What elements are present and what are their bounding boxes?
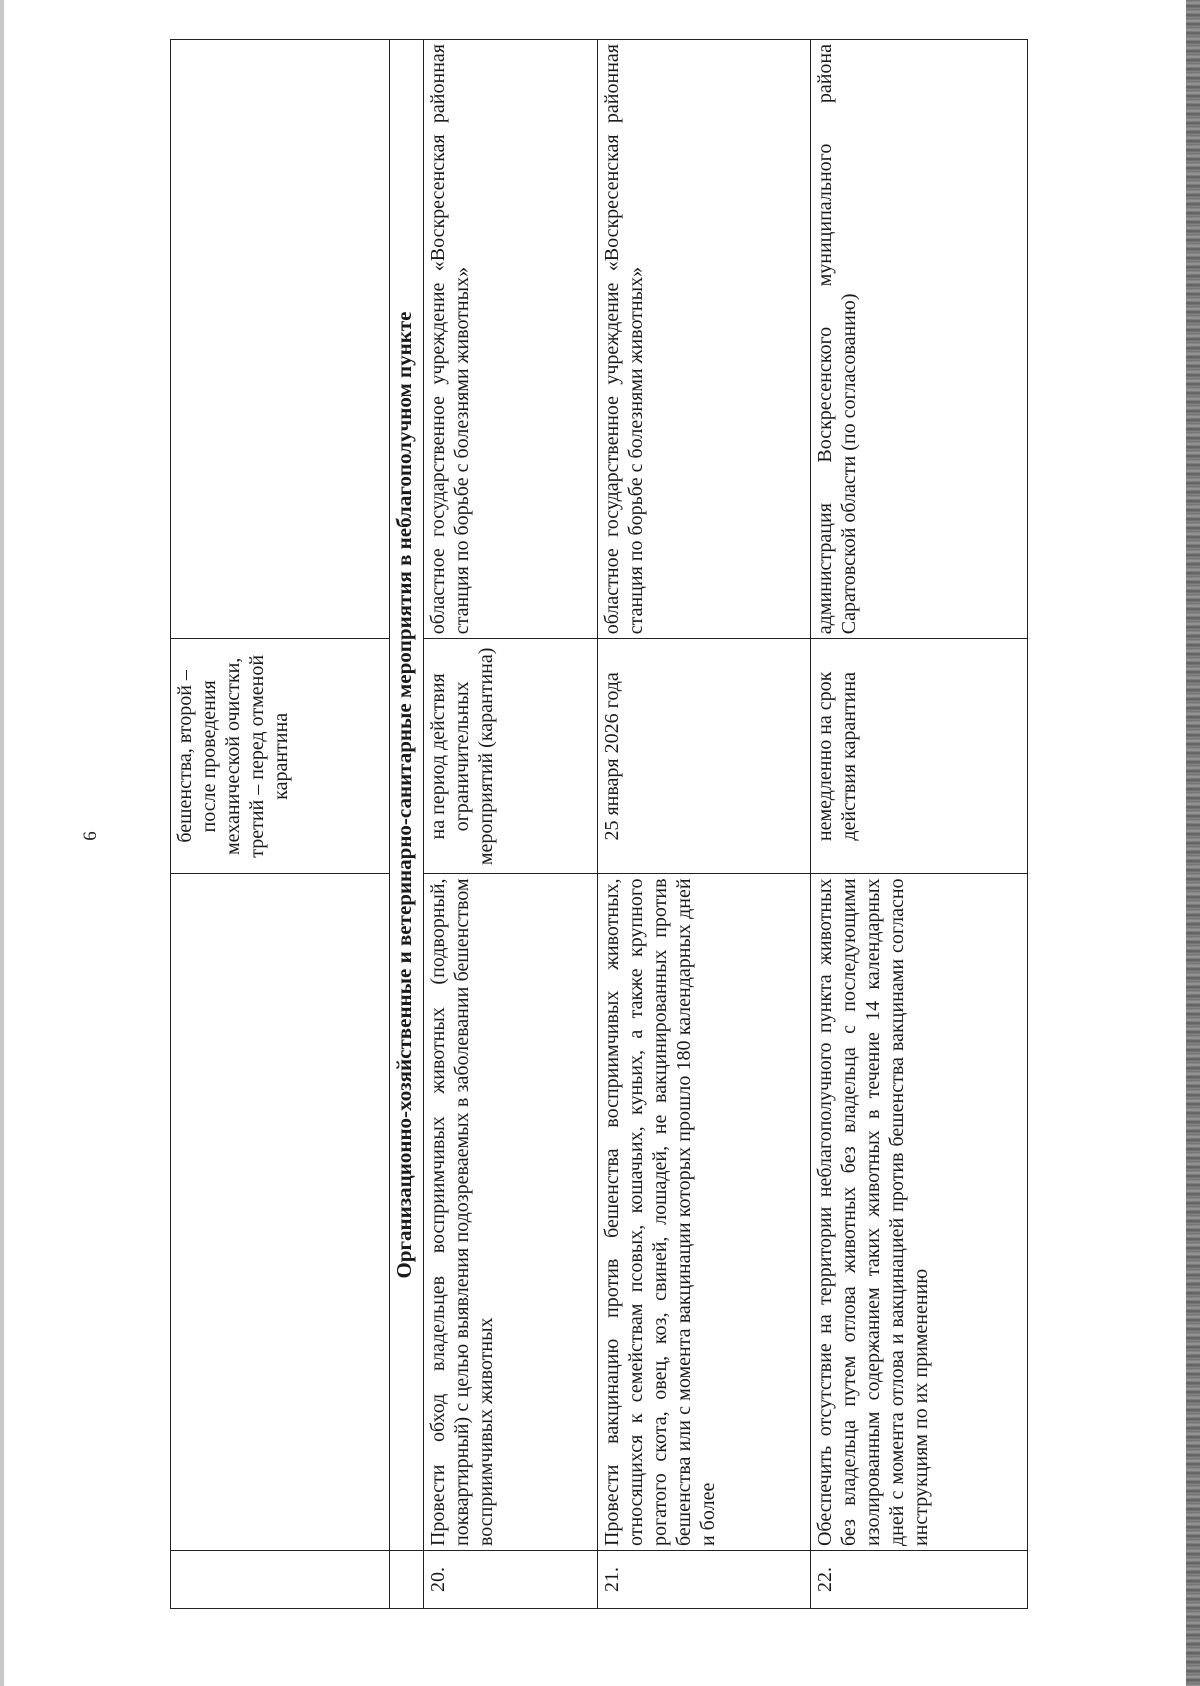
- section-title: Организационно-хозяйственные и ветеринарно-санитарные мероприятия в неблагополучном пункте: [390, 40, 424, 1551]
- responsible-text: администрация Воскресенского муниципального района Саратовской области (по согласованию): [810, 40, 1027, 639]
- deadline-cell-continuation: бешенства, второй – после проведения механической очистки, третий – перед отменой карантина: [171, 639, 390, 874]
- responsible-cell-empty: [171, 40, 390, 639]
- rotated-table-container: [170, 39, 1028, 1609]
- scan-edge-right: [1186, 0, 1200, 1686]
- scan-edge-left: [0, 0, 4, 1686]
- table-row: [598, 40, 811, 1609]
- responsible-text: областное государственное учреждение «Воскресенская районная станция по борьбе с болезнями животных»: [598, 40, 811, 639]
- page-number: 6: [79, 831, 101, 841]
- num-cell-empty: [171, 1551, 390, 1609]
- deadline-text: немедленно на срок действия карантина: [810, 639, 1027, 874]
- measure-text: Провести обход владельцев восприимчивых животных (подворный, поквартирный) с целью выявления подозреваемых в заболевании бешенством восприимчивых животных: [424, 874, 598, 1551]
- row-number: 21.: [598, 1551, 811, 1609]
- deadline-text: 25 января 2026 года: [598, 639, 811, 874]
- section-header-row: [390, 40, 424, 1609]
- row-number: 22.: [810, 1551, 1027, 1609]
- table-row-continuation: [171, 40, 390, 1609]
- section-num-cell-empty: [390, 1551, 424, 1609]
- measures-table: [170, 39, 1028, 1609]
- row-number: 20.: [424, 1551, 598, 1609]
- measure-cell-empty: [171, 874, 390, 1551]
- responsible-text: областное государственное учреждение «Воскресенская районная станция по борьбе с болезнями животных»: [424, 40, 598, 639]
- measure-text: Провести вакцинацию против бешенства восприимчивых животных, относящихся к семействам псовых, кошачьих, куньих, а также крупного рогатого скота, овец, коз, свиней, лошадей, не вакцинированных против бешенства или с момента вакцинации которых прошло 180 календарных дней и более: [598, 874, 811, 1551]
- table-row: [424, 40, 598, 1609]
- table-row: [810, 40, 1027, 1609]
- deadline-text: на период действия ограничительных мероприятий (карантина): [424, 639, 598, 874]
- measure-text: Обеспечить отсутствие на территории неблагополучного пункта животных без владельца путем отлова животных без владельца с последующими изолированным содержанием таких животных в течение 14 календарных дней с момента отлова и вакцинацией против бешенства вакцинами согласно инструкциям по их применению: [810, 874, 1027, 1551]
